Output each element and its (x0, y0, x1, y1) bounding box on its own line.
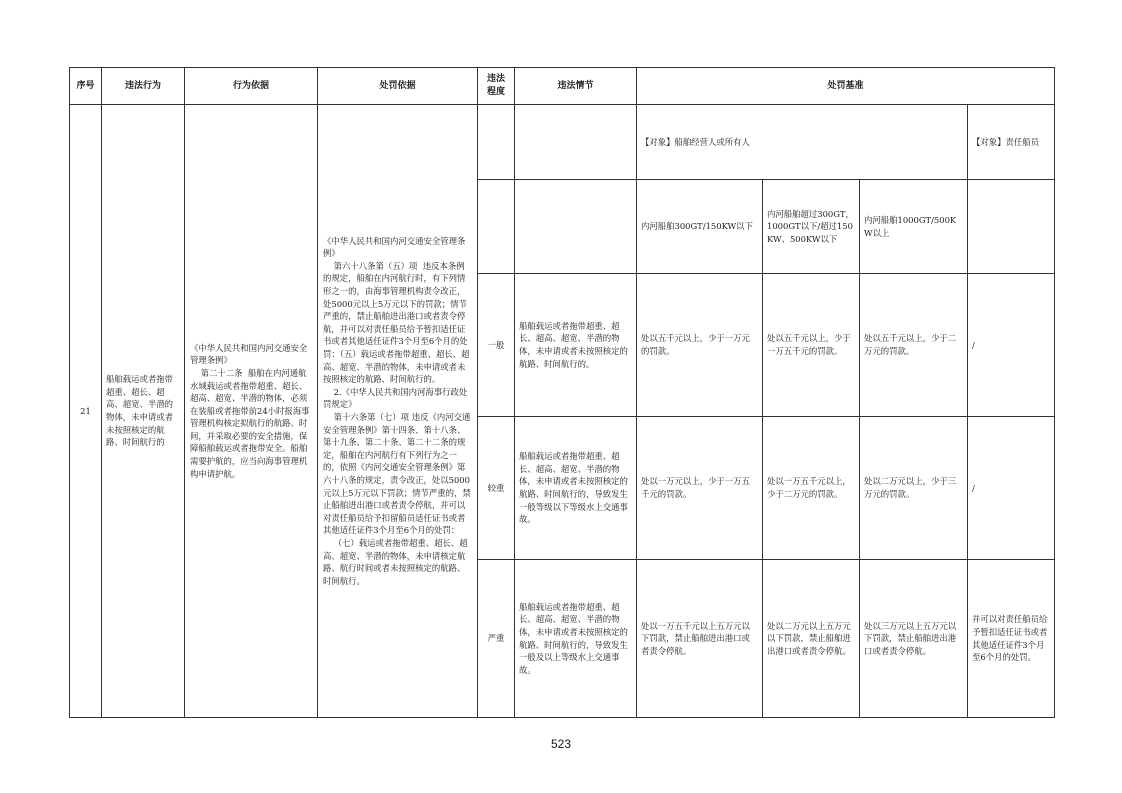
penalty-basis-text: 《中华人民共和国内河交通安全管理条例》 第六十八条第（五）项 违反本条例的规定，船舶在内河航行时，有下列情形之一的，由海事管理机构责令改正，处5000元以上5万元以下的罚款；情节严重的，禁止船舶进出港口或者责令停航，并可以对责任船员给予暂扣适任证书或者其他适任证件3个月至6个月的处罚：（五）载运或者拖带超重、超长、超高、超宽、半潜的物体，未申请或者未按照核定的航路、时间航行的。 2.《中华人民共和国内河海事行政处罚规定》 第十六条第（七）项 违反《内河交通安全管理条例》第十四条、第十八条、第十九条、第二十条、第二十二条的规定，船舶在内河航行有下列行为之一的，依照《内河交通安全管理条例》第六十八条的规定，责令改正，处以5000元以上5万元以下罚款；情节严重的，禁止船舶进出港口或者责令停航，并可以对责任船员给予扣留船员适任证书或者其他适任证件3个月至6个月的处罚： （七）载运或者拖带超重、超长、超高、超宽、半潜的物体，未申请核定航路、航行时间或者未按照核定的航路、时间航行。 (323, 235, 471, 586)
penalty-cell (860, 274, 968, 417)
penalty-text: 处以一万五千元以上五万元以下罚款，禁止船舶进出港口或者责令停航。 (641, 620, 750, 656)
crew-penalty-text: / (972, 482, 975, 493)
target-owner-cell (637, 105, 968, 180)
empty-cell (478, 105, 515, 180)
empty-cell (515, 180, 637, 274)
penalty-cell (637, 560, 763, 718)
circumstance-text: 船舶载运或者拖带超重、超长、超高、超宽、半潜的物体，未申请或者未按照核定的航路、时间航行的，导致发生一般及以上等级水上交通事故。 (519, 601, 628, 675)
degree-cell: 较重 (478, 417, 515, 560)
tier-cell (637, 180, 763, 274)
target-owner-text: 【对象】船舶经营人或所有人 (641, 136, 750, 147)
penalty-text: 处以五千元以上，少于一万五千元的罚款。 (767, 333, 851, 356)
violation-cell (102, 105, 185, 718)
header-penalty-basis: 处罚依据 (318, 68, 478, 105)
tier-text: 内河船舶超过300GT，1000GT以下/超过150KW、500KW以下 (767, 208, 854, 244)
crew-penalty-text: / (972, 339, 975, 350)
penalty-cell (860, 417, 968, 560)
violation-text: 船舶载运或者拖带超重、超长、超高、超宽、半潜的物体，未申请或者未按照核定的航路、时间航行的 (106, 374, 173, 448)
target-row (70, 105, 1055, 180)
penalty-text: 处以二万元以上，少于三万元的罚款。 (864, 476, 957, 499)
circumstance-cell (515, 560, 637, 718)
penalty-cell (763, 560, 860, 718)
penalty-cell (860, 560, 968, 718)
crew-penalty-text: 并可以对责任船员给予暂扣适任证书或者其他适任证件3个月至6个月的处罚。 (972, 614, 1048, 663)
header-seq: 序号 (70, 68, 102, 105)
crew-penalty-cell (968, 274, 1055, 417)
header-degree: 违法 程度 (478, 68, 515, 105)
circumstance-cell (515, 417, 637, 560)
target-crew-text: 【对象】责任船员 (972, 136, 1039, 147)
penalty-cell (763, 417, 860, 560)
basis-cell (185, 105, 318, 718)
header-row (70, 68, 1055, 105)
tier-cell (860, 180, 968, 274)
penalty-cell (637, 417, 763, 560)
penalty-text: 处以五千元以上，少于二万元的罚款。 (864, 333, 957, 356)
basis-text: 《中华人民共和国内河交通安全管理条例》 第二十二条 船舶在内河通航水域载运或者拖带超重、超长、超高、超宽、半潜的物体，必须在装船或者拖带前24小时报海事管理机构核定拟航行的航路、时间，并采取必要的安全措施，保障船舶载运或者拖带安全。船舶需要护航的，应当向海事管理机构申请护航。 (190, 342, 310, 479)
header-standard: 处罚基准 (637, 68, 1055, 105)
empty-cell (968, 180, 1055, 274)
penalty-text: 处以一万元以上，少于一万五千元的罚款。 (641, 476, 750, 499)
tier-text: 内河船舶300GT/150KW以下 (641, 221, 753, 232)
tier-text: 内河船舶1000GT/500KW以上 (864, 214, 957, 238)
penalty-cell (763, 274, 860, 417)
circumstance-text: 船舶载运或者拖带超重、超长、超高、超宽、半潜的物体，未申请或者未按照核定的航路、时间航行的，导致发生一般等级以下等级水上交通事故。 (519, 451, 628, 525)
crew-penalty-cell (968, 417, 1055, 560)
penalty-text: 处以二万元以上五万元以下罚款，禁止船舶进出港口或者责令停航。 (767, 620, 851, 656)
crew-penalty-cell (968, 560, 1055, 718)
tier-cell (763, 180, 860, 274)
circumstance-cell (515, 274, 637, 417)
empty-cell (478, 180, 515, 274)
header-violation: 违法行为 (102, 68, 185, 105)
circumstance-text: 船舶载运或者拖带超重、超长、超高、超宽、半潜的物体，未申请或者未按照核定的航路、时间航行的。 (519, 320, 628, 369)
header-basis: 行为依据 (185, 68, 318, 105)
penalty-text: 处以三万元以上五万元以下罚款，禁止船舶进出港口或者责令停航。 (864, 620, 957, 656)
degree-cell: 一般 (478, 274, 515, 417)
degree-cell: 严重 (478, 560, 515, 718)
penalty-text: 处以五千元以上，少于一万元的罚款。 (641, 333, 750, 356)
row-seq: 21 (70, 105, 102, 718)
header-circumstance: 违法情节 (515, 68, 637, 105)
empty-cell (515, 105, 637, 180)
penalty-standard-table (69, 67, 1055, 718)
penalty-text: 处以一万五千元以上，少于二万元的罚款。 (767, 476, 851, 499)
page-number: 523 (550, 737, 572, 751)
penalty-basis-cell (318, 105, 478, 718)
penalty-cell (637, 274, 763, 417)
target-crew-cell (968, 105, 1055, 180)
